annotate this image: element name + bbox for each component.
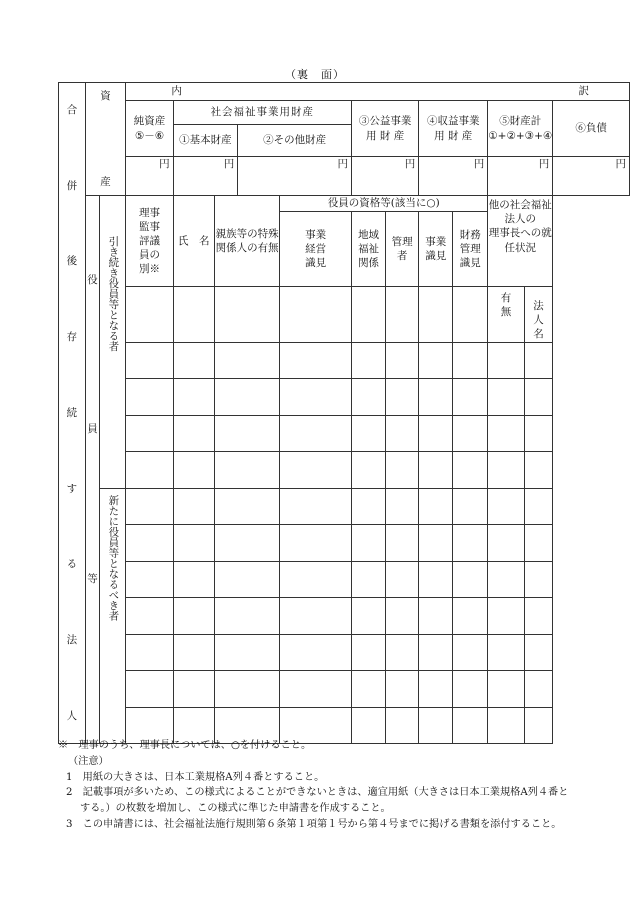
other-corp-name-cell[interactable] (524, 598, 552, 635)
officer-name-cell[interactable] (173, 415, 214, 452)
officer-relatives-cell[interactable] (214, 598, 279, 635)
officers-char: 役 (87, 273, 98, 286)
qual-cell[interactable] (352, 525, 386, 562)
officer-name-cell[interactable] (173, 379, 214, 416)
officer-relatives-cell[interactable] (214, 634, 279, 671)
officer-relatives-cell[interactable] (214, 379, 279, 416)
other-yes-no-cell[interactable] (488, 561, 525, 598)
other-yes-no-cell[interactable] (488, 634, 525, 671)
qual-cell[interactable] (419, 488, 453, 525)
other-corp-header: 他の社会福祉法人の 理事長への就任状況 (488, 196, 553, 287)
officer-position-cell[interactable] (126, 287, 173, 343)
revenue-assets-header: ④収益事業 用 財 産 (419, 101, 488, 157)
qual-business-header: 事業 経営 識見 (280, 212, 352, 287)
qual-cell[interactable] (352, 634, 386, 671)
liabilities-value[interactable]: 円 (553, 157, 630, 196)
qual-cell[interactable] (419, 598, 453, 635)
other-yes-no-cell[interactable] (488, 379, 525, 416)
other-yes-no-cell[interactable]: 有 無 (488, 287, 525, 343)
social-welfare-assets-header: 社会福祉事業用財産 (173, 101, 351, 125)
officer-name-cell[interactable] (173, 525, 214, 562)
other-corp-name-cell[interactable] (524, 671, 552, 708)
page-title: （裏 面） (285, 68, 345, 81)
qual-cell[interactable] (386, 342, 419, 379)
officer-name-cell[interactable] (173, 634, 214, 671)
asterisk-note: ※ 理事のうち、理事長については、○を付けること。 (58, 740, 312, 751)
other-yes-no-cell[interactable] (488, 342, 525, 379)
qual-cell[interactable] (453, 415, 488, 452)
officer-position-cell[interactable] (126, 379, 173, 416)
officer-relatives-cell[interactable] (214, 488, 279, 525)
officer-name-cell[interactable] (173, 598, 214, 635)
officer-relatives-cell[interactable] (214, 342, 279, 379)
officers-label (85, 196, 100, 744)
qual-cell[interactable] (419, 525, 453, 562)
officer-relatives-cell[interactable] (214, 561, 279, 598)
qual-cell[interactable] (352, 342, 386, 379)
assets-label (85, 83, 126, 196)
qual-cell[interactable] (386, 671, 419, 708)
net-assets-value[interactable]: 円 (126, 157, 173, 196)
qual-cell[interactable] (419, 671, 453, 708)
surviving-corporation-char: 存 (66, 331, 78, 344)
qual-cell[interactable] (386, 634, 419, 671)
qual-cell[interactable] (386, 525, 419, 562)
officer-position-cell[interactable] (126, 415, 173, 452)
officer-position-cell[interactable] (126, 452, 173, 489)
officer-name-cell[interactable] (173, 287, 214, 343)
qual-cell[interactable] (419, 415, 453, 452)
qual-cell[interactable] (453, 634, 488, 671)
qual-cell[interactable] (453, 561, 488, 598)
surviving-corporation-char: 合 (66, 104, 78, 116)
qual-cell[interactable] (386, 561, 419, 598)
qual-cell[interactable] (386, 379, 419, 416)
qual-cell[interactable] (453, 452, 488, 489)
other-corp-name-cell[interactable] (524, 342, 552, 379)
other-yes-no-cell[interactable] (488, 671, 525, 708)
surviving-corporation-label (59, 83, 86, 744)
name-header: 氏 名 (173, 196, 214, 287)
qual-cell[interactable] (280, 379, 352, 416)
qual-cell[interactable] (352, 598, 386, 635)
officer-name-cell[interactable] (173, 671, 214, 708)
officer-position-cell[interactable] (126, 671, 173, 708)
other-corp-name-cell[interactable] (524, 379, 552, 416)
new-officers-label: 新たに役員等となるべき者 (100, 488, 126, 744)
qual-cell[interactable] (386, 488, 419, 525)
qual-regional-header: 地域 福祉 関係 (352, 212, 386, 287)
officer-position-cell[interactable] (126, 561, 173, 598)
qual-cell[interactable] (280, 342, 352, 379)
relatives-header: 親族等の特殊 関係人の有無 (214, 196, 279, 287)
officers-char: 員 (87, 423, 98, 436)
merger-form-table (58, 82, 630, 744)
basic-assets-header: ①基本財産 (173, 125, 238, 157)
revenue-assets-value[interactable]: 円 (419, 157, 488, 196)
officer-name-cell[interactable] (173, 488, 214, 525)
surviving-corporation-char: 後 (66, 255, 78, 268)
other-corp-name-cell[interactable]: 法 人 名 (524, 287, 552, 343)
qual-cell[interactable] (352, 671, 386, 708)
qual-cell[interactable] (453, 598, 488, 635)
other-corp-name-cell[interactable] (524, 634, 552, 671)
other-corp-name-cell[interactable] (524, 525, 552, 562)
qual-cell[interactable] (280, 634, 352, 671)
officer-position-cell[interactable] (126, 634, 173, 671)
other-corp-name-cell[interactable] (524, 452, 552, 489)
qual-cell[interactable] (280, 561, 352, 598)
qual-finance-header: 財務 管理 識見 (453, 212, 488, 287)
qualifications-header: 役員の資格等(該当に○) (280, 196, 488, 212)
basic-assets-value[interactable]: 円 (173, 157, 238, 196)
total-assets-header: ⑤財産計 ①+②+③+④ (488, 101, 553, 157)
qual-cell[interactable] (352, 488, 386, 525)
surviving-corporation-char: 法 (66, 634, 78, 647)
qual-cell[interactable] (453, 671, 488, 708)
qual-cell[interactable] (386, 287, 419, 343)
qual-cell[interactable] (280, 525, 352, 562)
other-yes-no-cell[interactable] (488, 598, 525, 635)
other-assets-value[interactable]: 円 (238, 157, 352, 196)
officer-relatives-cell[interactable] (214, 525, 279, 562)
qual-cell[interactable] (280, 452, 352, 489)
other-yes-no-cell[interactable] (488, 525, 525, 562)
qual-cell[interactable] (352, 379, 386, 416)
qual-cell[interactable] (453, 525, 488, 562)
total-assets-value[interactable]: 円 (488, 157, 553, 196)
qual-cell[interactable] (419, 452, 453, 489)
other-corp-name-cell[interactable] (524, 561, 552, 598)
qual-cell[interactable] (352, 415, 386, 452)
liabilities-header: ⑥負債 (553, 101, 630, 157)
qual-business-insight-header: 事業 識見 (419, 212, 453, 287)
other-corp-name-cell[interactable] (524, 488, 552, 525)
other-yes-no-cell[interactable] (488, 415, 525, 452)
officer-position-cell[interactable] (126, 525, 173, 562)
qual-cell[interactable] (386, 415, 419, 452)
qual-cell[interactable] (280, 598, 352, 635)
qual-cell[interactable] (352, 287, 386, 343)
qual-cell[interactable] (453, 379, 488, 416)
qual-cell[interactable] (386, 598, 419, 635)
qual-cell[interactable] (419, 287, 453, 343)
officer-relatives-cell[interactable] (214, 671, 279, 708)
other-yes-no-cell[interactable] (488, 452, 525, 489)
qual-cell[interactable] (280, 287, 352, 343)
qual-cell[interactable] (453, 488, 488, 525)
surviving-corporation-char: る (66, 558, 78, 571)
qual-cell[interactable] (280, 671, 352, 708)
officer-name-cell[interactable] (173, 452, 214, 489)
qual-cell[interactable] (352, 561, 386, 598)
surviving-corporation-char: す (66, 482, 78, 495)
public-interest-assets-value[interactable]: 円 (352, 157, 419, 196)
officer-relatives-cell[interactable] (214, 452, 279, 489)
officer-name-cell[interactable] (173, 561, 214, 598)
qual-cell[interactable] (453, 342, 488, 379)
qual-cell[interactable] (419, 561, 453, 598)
other-corp-name-cell[interactable] (524, 415, 552, 452)
qual-cell[interactable] (453, 287, 488, 343)
note-2: 2 記載事項が多いため、この様式によることができないときは、適宜用紙（大きさは日本工業規格A列４番とする。）の枚数を増加し、この様式に準じた申請書を作成すること。 (66, 787, 569, 815)
officer-position-cell[interactable] (126, 598, 173, 635)
other-assets-header: ②その他財産 (238, 125, 352, 157)
continuing-officers-label: 引き続き役員等となる者 (100, 196, 126, 489)
qual-cell[interactable] (419, 342, 453, 379)
position-header: 理事 監事 評議 員の 別※ (126, 196, 173, 287)
qual-cell[interactable] (280, 488, 352, 525)
officer-name-cell[interactable] (173, 342, 214, 379)
qual-cell[interactable] (419, 379, 453, 416)
qual-cell[interactable] (280, 415, 352, 452)
officers-char: 等 (87, 573, 98, 586)
breakdown-header: 内 訳 (126, 83, 630, 101)
other-yes-no-cell[interactable] (488, 488, 525, 525)
public-interest-assets-header: ③公益事業 用 財 産 (352, 101, 419, 157)
assets-char: 産 (100, 175, 111, 188)
qual-cell[interactable] (419, 634, 453, 671)
notes-section (58, 738, 578, 833)
officer-relatives-cell[interactable] (214, 415, 279, 452)
officer-relatives-cell[interactable] (214, 287, 279, 343)
note-1: 1 用紙の大きさは、日本工業規格A列４番とすること。 (66, 771, 325, 783)
surviving-corporation-char: 人 (66, 709, 78, 722)
net-assets-header: 純資産 ⑤－⑥ (126, 101, 173, 157)
note-3: 3 この申請書には、社会福祉法施行規則第６条第１項第１号から第４号までに掲げる書類を添付すること。 (66, 819, 562, 831)
caution-heading: （注意） (68, 755, 109, 767)
officer-position-cell[interactable] (126, 488, 173, 525)
surviving-corporation-char: 続 (66, 406, 78, 419)
qual-manager-header: 管理 者 (386, 212, 419, 287)
qual-cell[interactable] (386, 452, 419, 489)
officer-position-cell[interactable] (126, 342, 173, 379)
qual-cell[interactable] (352, 452, 386, 489)
surviving-corporation-char: 併 (66, 179, 78, 192)
assets-char: 資 (100, 90, 111, 102)
